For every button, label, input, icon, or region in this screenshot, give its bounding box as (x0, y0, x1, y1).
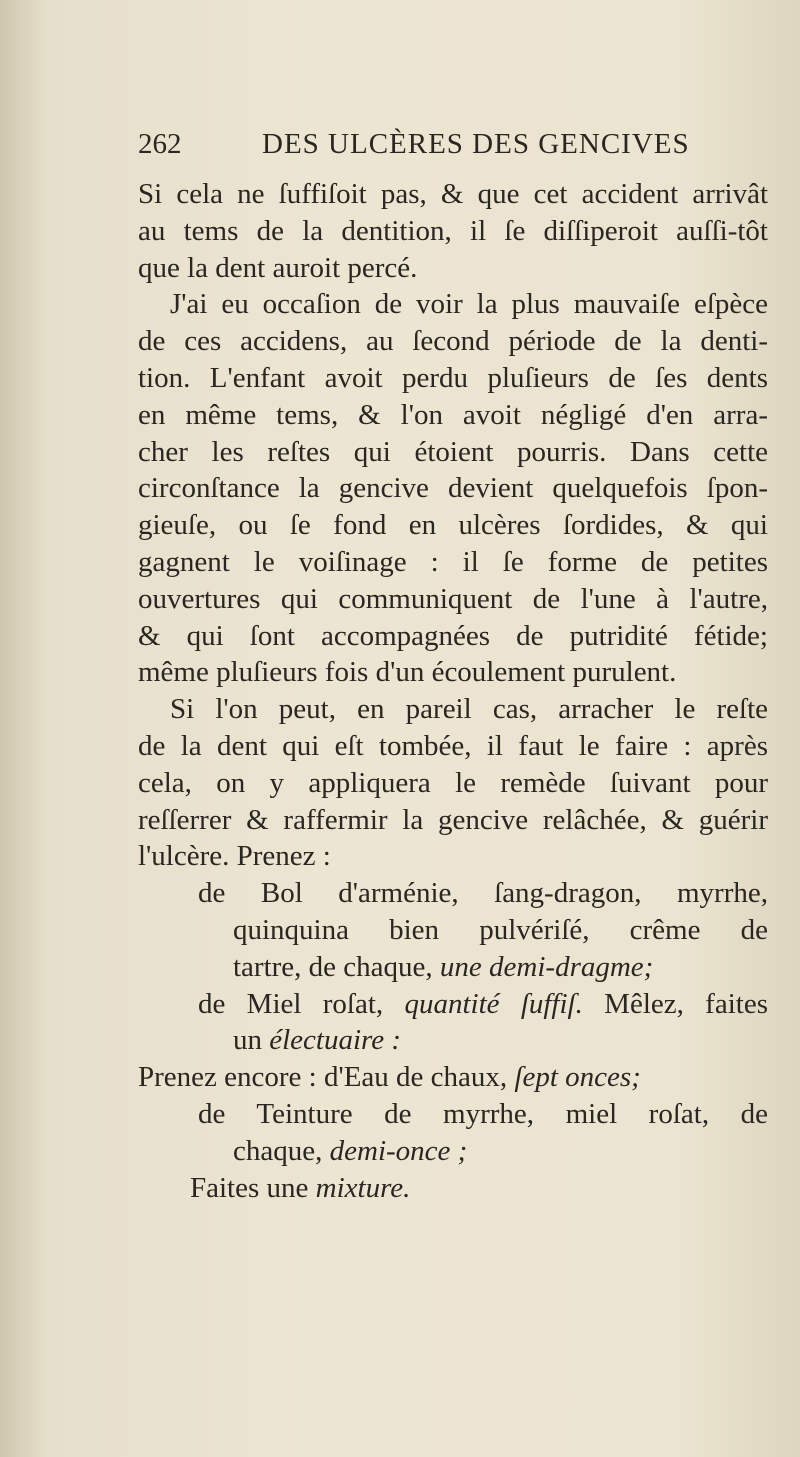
line-text: Si cela ne ſuffiſoit pas, & que cet accident arrivât (138, 178, 768, 210)
text-line (138, 323, 768, 360)
line-italic: ſept onces; (514, 1061, 641, 1094)
text-line (138, 949, 768, 986)
text-line (138, 397, 768, 434)
line-text: tartre, de chaque, (233, 950, 440, 983)
text-line (138, 691, 768, 728)
text-line (138, 507, 768, 544)
page-number: 262 (138, 128, 182, 160)
text-line (138, 434, 768, 471)
text-line (138, 470, 768, 507)
body-text (138, 176, 768, 1206)
text-line (138, 1022, 768, 1059)
line-text: de Bol d'arménie, ſang-dragon, myrrhe, (198, 877, 768, 910)
line-text: quinquina bien pulvériſé, crême de (233, 913, 768, 946)
text-line (138, 765, 768, 802)
line-text: cela, on y appliquera le remède ſuivant pour (138, 766, 768, 799)
text-line (138, 802, 768, 839)
line-text: de Miel roſat, (198, 987, 405, 1020)
text-line (138, 654, 768, 691)
line-text: au tems de la dentition, il ſe diſſiperoit auſſi-tôt (138, 214, 768, 247)
text-line (138, 986, 768, 1023)
text-line (138, 213, 768, 250)
text-line (138, 838, 768, 875)
line-text: en même tems, & l'on avoit négligé d'en arra- (138, 398, 768, 431)
text-line (138, 1059, 768, 1096)
line-text: que la dent auroit percé. (138, 251, 418, 284)
line-text: un (233, 1024, 270, 1057)
line-italic: mixture. (315, 1171, 411, 1204)
text-line (138, 618, 768, 655)
line-text: ouvertures qui communiquent de l'une à l'autre, (138, 582, 768, 615)
text-line (138, 544, 768, 581)
line-text: chaque, (233, 1134, 330, 1167)
text-line (138, 360, 768, 397)
text-line (138, 581, 768, 618)
line-text: circonſtance la gencive devient quelquefois ſpon- (138, 472, 768, 505)
line-text: J'ai eu occaſion de voir la plus mauvaiſe eſpèce (170, 288, 768, 321)
line-text-after: Mêlez, faites (582, 987, 768, 1020)
line-text: gagnent le voiſinage : il ſe forme de petites (138, 545, 768, 578)
text-line (138, 250, 768, 287)
running-head (138, 128, 768, 164)
text-line (138, 1170, 768, 1207)
text-line (138, 1096, 768, 1133)
running-title: DES ULCÈRES DES GENCIVES (262, 128, 690, 160)
line-italic: demi-once ; (329, 1134, 468, 1167)
line-text: & qui ſont accompagnées de putridité fétide; (138, 619, 768, 652)
line-text: de la dent qui eſt tombée, il faut le faire : après (138, 729, 768, 762)
text-line (138, 176, 768, 213)
text-line (138, 912, 768, 949)
line-text: même pluſieurs fois d'un écoulement purulent. (138, 656, 677, 689)
text-line (138, 875, 768, 912)
text-line (138, 286, 768, 323)
line-text: Prenez encore : d'Eau de chaux, (138, 1061, 515, 1094)
line-text: gieuſe, ou ſe fond en ulcères ſordides, & qui (138, 509, 768, 542)
line-italic: électuaire : (269, 1024, 402, 1057)
text-line (138, 728, 768, 765)
line-text: tion. L'enfant avoit perdu pluſieurs de ſes dents (138, 361, 768, 394)
line-text: de Teinture de myrrhe, miel roſat, de (198, 1097, 768, 1130)
line-italic: une demi-dragme; (439, 950, 654, 983)
line-italic: quantité ſuffiſ. (404, 987, 583, 1020)
line-text: reſſerrer & raffermir la gencive relâchée, & guérir (138, 803, 768, 836)
line-text: cher les reſtes qui étoient pourris. Dans cette (138, 435, 768, 468)
line-text: Faites une (190, 1171, 316, 1204)
line-text: de ces accidens, au ſecond période de la denti- (138, 325, 768, 358)
text-line (138, 1133, 768, 1170)
line-text: l'ulcère. Prenez : (138, 840, 331, 873)
line-text: Si l'on peut, en pareil cas, arracher le reſte (170, 693, 768, 726)
